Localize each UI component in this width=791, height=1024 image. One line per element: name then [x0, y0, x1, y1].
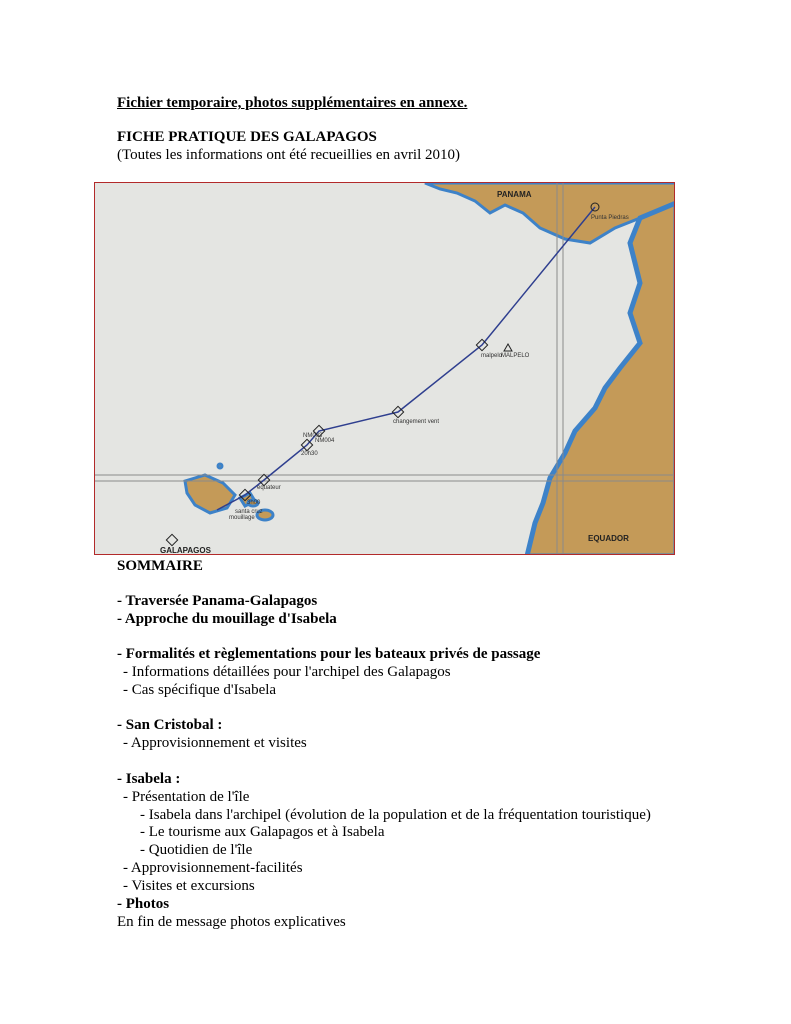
- label-malpelo-island: MALPELO: [501, 353, 530, 359]
- label-malpelo-waypoint: malpelo: [481, 353, 503, 359]
- route-map-canvas: [95, 183, 675, 555]
- label-galapagos: GALAPAGOS: [160, 546, 211, 555]
- label-equador: EQUADOR: [588, 534, 629, 543]
- summary-photos-note: En fin de message photos explicatives: [117, 914, 346, 930]
- label-nm003: NM003: [303, 433, 323, 439]
- label-20h30: 20h30: [301, 451, 318, 457]
- page-title: FICHE PRATIQUE DES GALAPAGOS: [117, 129, 377, 145]
- summary-formalites-heading: - Formalités et règlementations pour les bateaux privés de passage: [117, 646, 541, 662]
- label-3h00: 3h00: [247, 500, 261, 506]
- label-nm004: NM004: [315, 438, 335, 444]
- summary-isabela-sub-1: - Approvisionnement-facilités: [123, 860, 303, 876]
- temp-note: Fichier temporaire, photos supplémentaires en annexe.: [117, 95, 468, 111]
- label-panama: PANAMA: [497, 190, 532, 199]
- page-subtitle: (Toutes les informations ont été recueillies en avril 2010): [117, 147, 461, 163]
- summary-san-cristobal-heading: - San Cristobal :: [117, 717, 223, 733]
- label-santa-cruz: santa cruz: [235, 509, 263, 515]
- summary-san-cristobal-sub-1: - Approvisionnement et visites: [123, 735, 307, 751]
- summary-isabela-sub-2: - Visites et excursions: [123, 878, 255, 894]
- summary-heading: SOMMAIRE: [117, 558, 203, 574]
- summary-isabela-heading: - Isabela :: [117, 771, 181, 787]
- summary-isabela-presentation-sub-3: - Quotidien de l'île: [140, 842, 253, 858]
- label-changement-vent: changement vent: [393, 419, 440, 425]
- summary-item-traversee: - Traversée Panama-Galapagos: [117, 593, 318, 609]
- label-equateur: equateur: [257, 485, 281, 491]
- label-punta-piedras: Punta Piedras: [591, 215, 629, 221]
- route-map: [94, 182, 675, 555]
- summary-isabela-presentation-sub-2: - Le tourisme aux Galapagos et à Isabela: [140, 824, 385, 840]
- summary-item-approche: - Approche du mouillage d'Isabela: [117, 611, 337, 627]
- summary-isabela-presentation: - Présentation de l'île: [123, 789, 250, 805]
- summary-formalites-sub-2: - Cas spécifique d'Isabela: [123, 682, 277, 698]
- label-mouillage: mouillage: [229, 515, 255, 521]
- summary-isabela-presentation-sub-1: - Isabela dans l'archipel (évolution de la population et de la fréquentation touristique): [140, 807, 651, 823]
- summary-formalites-sub-1: - Informations détaillées pour l'archipel des Galapagos: [123, 664, 451, 680]
- summary-photos-heading: - Photos: [117, 896, 170, 912]
